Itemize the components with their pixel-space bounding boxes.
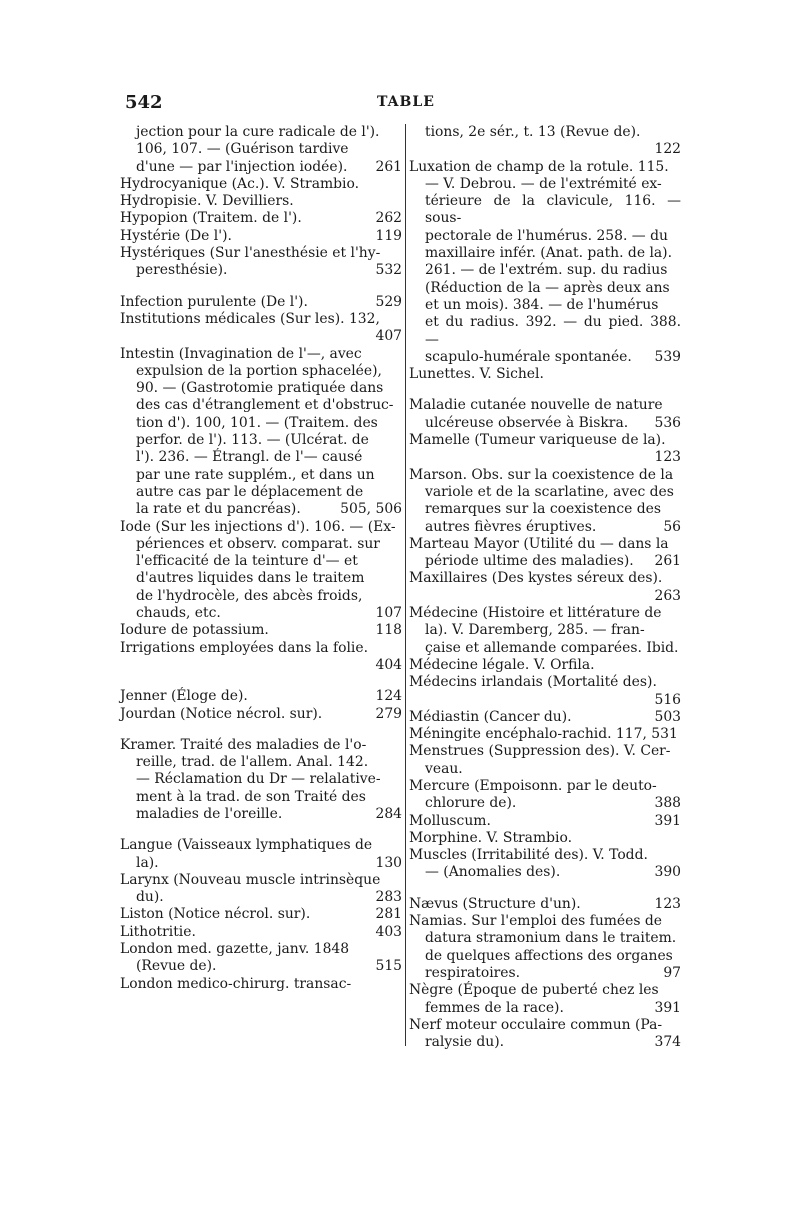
entry-text: la). [136, 854, 159, 871]
entry-page-ref: 407 [369, 328, 402, 345]
entry-text: — Réclamation du Dr — relalative- [136, 771, 381, 788]
index-entry [409, 847, 681, 864]
entry-text: d'autres liquides dans le traitem [136, 570, 365, 587]
entry-text: London med. gazette, janv. 1848 [120, 941, 350, 958]
running-title: TABLE [377, 94, 435, 110]
entry-text: et du radius. 392. — du pied. 388. — [425, 314, 681, 348]
entry-text: périences et observ. comparat. sur [136, 535, 380, 552]
index-entry-continuation [120, 958, 402, 975]
entry-text: autre cas par le déplacement de [136, 483, 364, 500]
index-entry [409, 778, 681, 795]
entry-text: Luxation de champ de la rotule. 115. [409, 158, 669, 175]
index-entry-continuation [120, 467, 402, 484]
index-entry [120, 872, 402, 889]
index-entry [409, 1017, 681, 1034]
index-entry-continuation [409, 692, 681, 709]
index-entry-continuation [409, 228, 681, 245]
index-entry [120, 193, 402, 210]
entry-text: 90. — (Gastrotomie pratiquée dans [136, 380, 384, 397]
entry-text: London medico-chirurg. transac- [120, 975, 352, 992]
index-entry-continuation [120, 657, 402, 674]
index-entry-continuation [120, 141, 402, 158]
index-entry-continuation [120, 536, 402, 553]
entry-page-ref: 388 [648, 795, 681, 812]
entry-text: Marteau Mayor (Utilité du — dans la [409, 535, 669, 552]
entry-text: 261. — de l'extrém. sup. du radius [425, 262, 668, 279]
index-entry-continuation [409, 124, 681, 141]
entry-text: Molluscum. [409, 812, 491, 829]
entry-page-ref: 536 [648, 415, 681, 432]
index-entry [120, 228, 402, 245]
index-entry-continuation [120, 159, 402, 176]
index-entry [409, 674, 681, 691]
entry-text: Menstrues (Suppression des). V. Cer- [409, 743, 671, 760]
entry-text: — (Anomalies des). [425, 864, 561, 881]
entry-text: Muscles (Irritabilité des). V. Todd. [409, 847, 648, 864]
entry-text: Marson. Obs. sur la coexistence de la [409, 466, 674, 483]
index-entry-continuation [409, 948, 681, 965]
entry-text: Médiastin (Cancer du). [409, 708, 572, 725]
entry-text: Iode (Sur les injections d'). 106. — (Ex- [120, 518, 396, 535]
entry-text: Hystérie (De l'). [120, 227, 232, 244]
index-entry-continuation [409, 314, 681, 349]
index-entry-continuation [409, 193, 681, 228]
entry-text: Hydrocyanique (Ac.). V. Strambio. [120, 175, 360, 192]
entry-text: chlorure de). [425, 795, 517, 812]
entry-text: Langue (Vaisseaux lymphatiques de [120, 837, 373, 854]
index-entry [120, 706, 402, 723]
entry-text: (Réduction de la — après deux ans [425, 279, 670, 296]
entry-page-ref: 390 [648, 864, 681, 881]
index-entry-continuation [409, 141, 681, 158]
index-entry [409, 366, 681, 383]
index-entry-continuation [120, 328, 402, 345]
index-entry-continuation [120, 806, 402, 823]
entry-page-ref: 281 [375, 906, 402, 923]
index-entry-continuation [120, 363, 402, 380]
entry-page-ref: 130 [369, 855, 402, 872]
index-entry-continuation [409, 622, 681, 639]
index-entry [409, 982, 681, 999]
index-entry-continuation [120, 588, 402, 605]
index-entry [409, 896, 681, 913]
index-entry-continuation [120, 432, 402, 449]
entry-page-ref: 279 [375, 705, 402, 722]
index-entry [120, 837, 402, 854]
index-entry-continuation [409, 761, 681, 778]
entry-text: du). [136, 889, 164, 906]
index-entry [409, 159, 681, 176]
entry-page-ref: 283 [369, 889, 402, 906]
entry-text: jection pour la cure radicale de l'). [136, 124, 380, 140]
section-gap [120, 674, 402, 688]
entry-page-ref: 261 [369, 159, 402, 176]
index-entry-continuation [409, 930, 681, 947]
entry-page-ref: 107 [369, 605, 402, 622]
index-entry-continuation [120, 415, 402, 432]
entry-page-ref: 374 [648, 1034, 681, 1051]
entry-page-ref: 516 [648, 692, 681, 709]
index-entry-continuation [120, 501, 402, 518]
entry-text: datura stramonium dans le traitem. [425, 930, 677, 947]
index-entry-continuation [409, 262, 681, 279]
entry-text: Mamelle (Tumeur variqueuse de la). [409, 432, 666, 449]
index-entry-continuation [409, 349, 681, 366]
index-entry-continuation [409, 864, 681, 881]
entry-text: reille, trad. de l'allem. Anal. 142. [136, 754, 369, 771]
entry-text: maladies de l'oreille. [136, 805, 283, 822]
section-gap [120, 823, 402, 837]
index-entry-continuation [120, 789, 402, 806]
column-rule [405, 124, 406, 1046]
entry-text: expulsion de la portion sphacelée), [136, 362, 382, 379]
index-entry-continuation [409, 640, 681, 657]
entry-text: ralysie du). [425, 1034, 505, 1051]
entry-text: Hystériques (Sur l'anesthésie et l'hy- [120, 245, 381, 262]
entry-text: Nègre (Époque de puberté chez les [409, 982, 659, 999]
entry-text: ulcéreuse observée à Biskra. [425, 414, 629, 431]
entry-text: 106, 107. — (Guérison tardive [136, 141, 349, 158]
entry-text: Lithotritie. [120, 923, 196, 940]
entry-text: Infection purulente (De l'). [120, 293, 308, 310]
index-entry-continuation [409, 501, 681, 518]
index-entry [409, 726, 681, 743]
entry-page-ref: 261 [648, 553, 681, 570]
entry-text: et un mois). 384. — de l'humérus [425, 296, 659, 313]
index-entry-continuation [120, 124, 402, 141]
index-entry-continuation [120, 605, 402, 622]
entry-text: Jourdan (Notice nécrol. sur). [120, 705, 323, 722]
index-entry [120, 176, 402, 193]
entry-text: de quelques affections des organes [425, 947, 673, 964]
index-entry [120, 688, 402, 705]
entry-text: scapulo-humérale spontanée. [425, 348, 632, 365]
index-entry [409, 397, 681, 414]
index-entry [409, 709, 681, 726]
index-entry [409, 605, 681, 622]
index-entry [409, 743, 681, 760]
index-entry-continuation [409, 415, 681, 432]
entry-text: Larynx (Nouveau muscle intrinsèque [120, 871, 381, 888]
entry-page-ref: 515 [369, 958, 402, 975]
index-entry [409, 467, 681, 484]
index-entry-continuation [409, 297, 681, 314]
entry-text: Médecine légale. V. Orfila. [409, 656, 595, 673]
entry-text: Liston (Notice nécrol. sur). [120, 906, 311, 923]
index-entry [409, 657, 681, 674]
entry-text: tions, 2e sér., t. 13 (Revue de). [425, 124, 641, 140]
entry-text: des cas d'étranglement et d'obstruc- [136, 397, 394, 414]
entry-page-ref: 284 [369, 806, 402, 823]
index-entry [120, 210, 402, 227]
entry-text: période ultime des maladies). [425, 553, 634, 570]
index-entry [120, 941, 402, 958]
section-gap [120, 723, 402, 737]
index-entry [120, 976, 402, 993]
index-entry [120, 245, 402, 262]
index-entry [409, 536, 681, 553]
entry-page-ref: 119 [375, 227, 402, 244]
index-entry-continuation [120, 484, 402, 501]
entry-page-ref: 263 [648, 588, 681, 605]
index-entry-continuation [120, 754, 402, 771]
entry-page-ref: 118 [375, 622, 402, 639]
entry-text: Morphine. V. Strambio. [409, 829, 572, 846]
entry-text: chauds, etc. [136, 605, 221, 622]
entry-text: l'efficacité de la teinture d'— et [136, 553, 358, 570]
index-entry [120, 906, 402, 923]
page-header [125, 92, 680, 112]
entry-text: perfor. de l'). 113. — (Ulcérat. de [136, 432, 369, 449]
entry-page-ref: 503 [654, 708, 681, 725]
index-entry [120, 924, 402, 941]
entry-page-ref: 529 [375, 293, 402, 310]
entry-text: pectorale de l'humérus. 258. — du [425, 227, 668, 244]
entry-text: autres fièvres éruptives. [425, 518, 597, 535]
index-entry-continuation [409, 280, 681, 297]
index-entry [120, 294, 402, 311]
entry-text: Hydropisie. V. Devilliers. [120, 193, 294, 210]
entry-page-ref: 539 [648, 349, 681, 366]
entry-page-ref: 404 [369, 657, 402, 674]
entry-text: tion d'). 100, 101. — (Traitem. des [136, 414, 378, 431]
entry-text: respiratoires. [425, 964, 521, 981]
entry-text: Nerf moteur occulaire commun (Pa- [409, 1016, 663, 1033]
index-entry-continuation [409, 449, 681, 466]
index-entry [409, 813, 681, 830]
entry-text: Namias. Sur l'emploi des fumées de [409, 913, 663, 930]
entry-text: ment à la trad. de son Traité des [136, 788, 366, 805]
index-column-left [120, 124, 402, 993]
entry-text: Jenner (Éloge de). [120, 688, 248, 705]
entry-page-ref: 532 [369, 262, 402, 279]
index-entry-continuation [409, 245, 681, 262]
section-gap [409, 882, 681, 896]
entry-text: térieure de la clavicule, 116. — sous- [425, 193, 681, 227]
index-entry-continuation [409, 484, 681, 501]
entry-text: maxillaire infér. (Anat. path. de la). [425, 245, 673, 262]
entry-text: femmes de la race). [425, 999, 564, 1016]
index-entry [409, 570, 681, 587]
entry-page-ref: 56 [657, 519, 681, 536]
index-entry-continuation [120, 771, 402, 788]
index-entry-continuation [120, 380, 402, 397]
index-entry-continuation [120, 553, 402, 570]
entry-text: Lunettes. V. Sichel. [409, 366, 544, 383]
index-entry [120, 622, 402, 639]
index-entry [120, 640, 402, 657]
index-entry-continuation [409, 795, 681, 812]
entry-page-ref: 391 [648, 1000, 681, 1017]
index-entry-continuation [409, 1000, 681, 1017]
entry-text: Kramer. Traité des maladies de l'o- [120, 736, 367, 753]
index-entry-continuation [120, 449, 402, 466]
entry-page-ref: 391 [654, 812, 681, 829]
index-entry-continuation [409, 1034, 681, 1051]
index-entry-continuation [409, 965, 681, 982]
entry-text: Médecins irlandais (Mortalité des). [409, 674, 657, 691]
entry-text: Irrigations employées dans la folie. [120, 639, 369, 656]
entry-text: — V. Debrou. — de l'extrémité ex- [425, 175, 662, 192]
entry-text: Institutions médicales (Sur les). 132, [120, 310, 380, 327]
entry-text: Mercure (Empoisonn. par le deuto- [409, 777, 657, 794]
entry-text: d'une — par l'injection iodée). [136, 158, 348, 175]
entry-text: Intestin (Invagination de l'—, avec [120, 345, 362, 362]
entry-text: peresthésie). [136, 262, 228, 279]
entry-text: Maxillaires (Des kystes séreux des). [409, 570, 663, 587]
index-entry [120, 737, 402, 754]
entry-text: par une rate supplém., et dans un [136, 466, 375, 483]
entry-text: remarques sur la coexistence des [425, 501, 661, 518]
entry-text: de l'hydrocèle, des abcès froids, [136, 587, 363, 604]
index-entry-continuation [409, 588, 681, 605]
index-entry [120, 346, 402, 363]
entry-text: (Revue de). [136, 958, 217, 975]
index-entry [120, 311, 402, 328]
index-entry-continuation [120, 570, 402, 587]
index-entry-continuation [120, 855, 402, 872]
entry-page-ref: 262 [375, 210, 402, 227]
entry-page-ref: 124 [375, 688, 402, 705]
entry-text: Maladie cutanée nouvelle de nature [409, 397, 663, 414]
entry-text: Méningite encéphalo-rachid. 117, 531 [409, 726, 678, 743]
entry-text: Nævus (Structure d'un). [409, 895, 581, 912]
entry-text: veau. [425, 760, 463, 777]
index-entry [409, 830, 681, 847]
index-entry-continuation [120, 889, 402, 906]
entry-text: l'). 236. — Étrangl. de l'— causé [136, 449, 363, 466]
index-entry [409, 913, 681, 930]
index-entry-continuation [409, 553, 681, 570]
entry-text: Hypopion (Traitem. de l'). [120, 210, 302, 227]
entry-page-ref: 403 [375, 923, 402, 940]
index-entry-continuation [409, 176, 681, 193]
entry-text: variole et de la scarlatine, avec des [425, 483, 674, 500]
entry-text: çaise et allemande comparées. Ibid. [425, 639, 679, 656]
index-entry-continuation [120, 397, 402, 414]
index-entry [120, 519, 402, 536]
section-gap [120, 280, 402, 294]
index-entry [409, 432, 681, 449]
entry-text: la rate et du pancréas). [136, 501, 301, 518]
index-column-right [409, 124, 681, 1051]
entry-page-ref: 505, 506 [334, 501, 402, 518]
entry-page-ref: 122 [648, 141, 681, 158]
section-gap [409, 383, 681, 397]
entry-text: Médecine (Histoire et littérature de [409, 605, 662, 622]
index-entry-continuation [409, 519, 681, 536]
page-number: 542 [125, 92, 163, 113]
entry-page-ref: 97 [657, 965, 681, 982]
index-entry-continuation [120, 262, 402, 279]
entry-page-ref: 123 [648, 449, 681, 466]
entry-text: Iodure de potassium. [120, 622, 269, 639]
entry-page-ref: 123 [654, 895, 681, 912]
entry-text: la). V. Daremberg, 285. — fran- [425, 622, 645, 639]
